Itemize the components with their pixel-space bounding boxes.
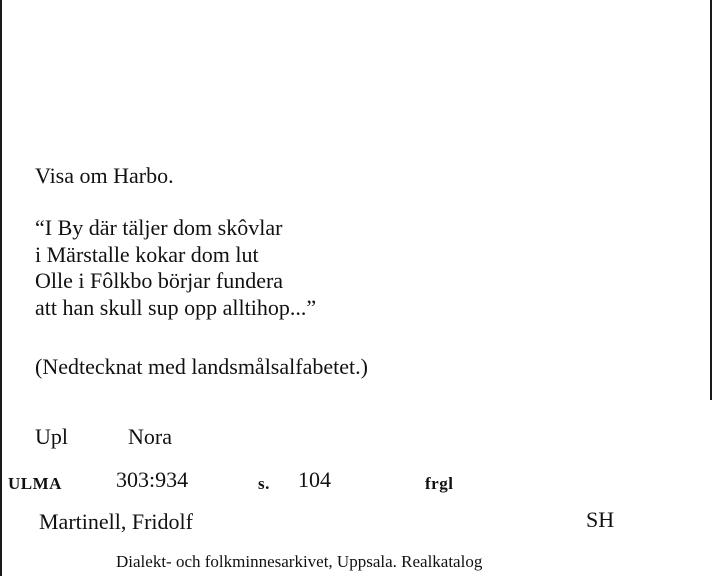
page-number: 104 bbox=[298, 467, 331, 492]
archive-footer: Dialekt- och folkminnesarkivet, Uppsala. Realkatalog bbox=[116, 552, 483, 571]
left-border bbox=[0, 0, 2, 576]
verse-line-2: i Märstalle kokar dom lut bbox=[35, 242, 259, 267]
verse-line-4: att han skull sup opp alltihop...” bbox=[35, 295, 317, 320]
category-code: frgl bbox=[425, 474, 454, 493]
card-title: Visa om Harbo. bbox=[35, 163, 174, 188]
recorder-initials: SH bbox=[586, 507, 615, 532]
archive-number: 303:934 bbox=[116, 467, 189, 492]
verse-line-1: “I By där täljer dom skôvlar bbox=[35, 215, 283, 240]
page-prefix: s. bbox=[258, 474, 270, 493]
parish: Nora bbox=[128, 424, 172, 449]
right-border bbox=[710, 0, 712, 400]
collector-name: Martinell, Fridolf bbox=[39, 509, 193, 534]
province: Upl bbox=[35, 424, 68, 449]
verse-line-3: Olle i Fôlkbo börjar fundera bbox=[35, 268, 284, 293]
transcription-note: (Nedtecknat med landsmålsalfabetet.) bbox=[35, 354, 368, 379]
archive-code: ULMA bbox=[8, 474, 62, 493]
